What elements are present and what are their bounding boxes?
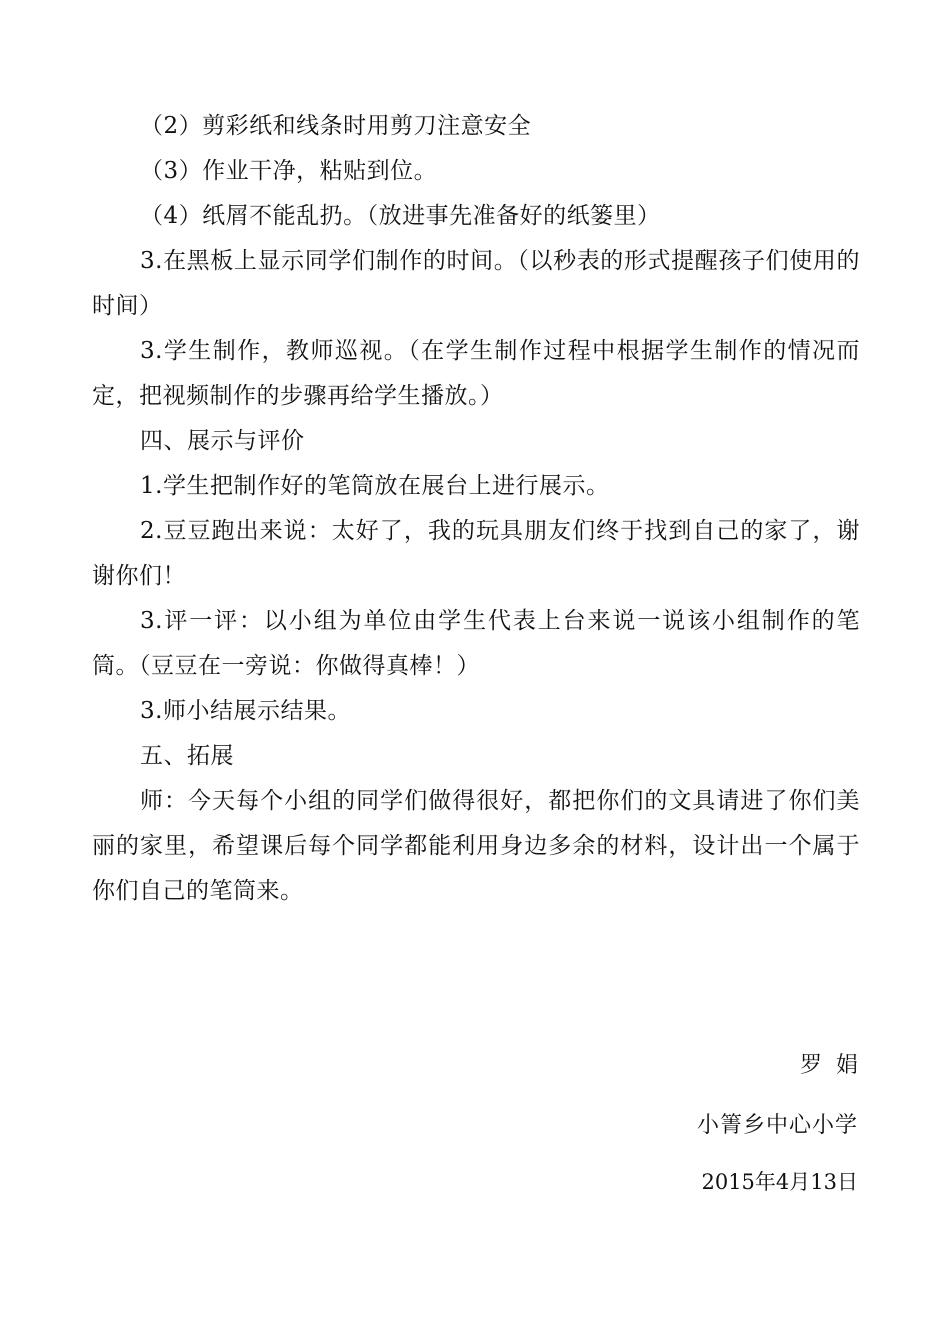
signature-name: 罗娟 [799,1053,872,1078]
paragraph-display-2: 2.豆豆跑出来说：太好了，我的玩具朋友们终于找到自己的家了，谢谢你们！ [92,518,860,589]
paragraph-timer: 3.在黑板上显示同学们制作的时间。（以秒表的形式提醒孩子们使用的时间） [92,248,860,319]
paragraph-display-summary: 3.师小结展示结果。 [140,698,351,724]
paragraph-safety-note: （2）剪彩纸和线条时用剪刀注意安全 [140,113,532,139]
section-heading-display: 四、展示与评价 [140,428,305,454]
paragraph-neat-work: （3）作业干净，粘贴到位。 [140,158,438,184]
signature-school: 小箐乡中心小学 [696,1113,858,1138]
paragraph-paper-scraps: （4）纸屑不能乱扔。（放进事先准备好的纸篓里） [140,203,661,229]
document-body [92,104,860,914]
paragraph-extension: 师：今天每个小组的同学们做得很好，都把你们的文具请进了你们美丽的家里，希望课后每个同学都能利用身边多余的材料，设计出一个属于你们自己的笔筒来。 [92,788,860,904]
paragraph-display-1: 1.学生把制作好的笔筒放在展台上进行展示。 [140,473,610,499]
paragraph-student-making: 3.学生制作，教师巡视。（在学生制作过程中根据学生制作的情况而定，把视频制作的步骤再给学生播放。） [92,338,860,409]
signature-date: 2015年4月13日 [701,1170,858,1194]
paragraph-display-3: 3.评一评：以小组为单位由学生代表上台来说一说该小组制作的笔筒。（豆豆在一旁说：你做得真棒！） [92,608,860,679]
section-heading-extension: 五、拓展 [140,743,234,769]
